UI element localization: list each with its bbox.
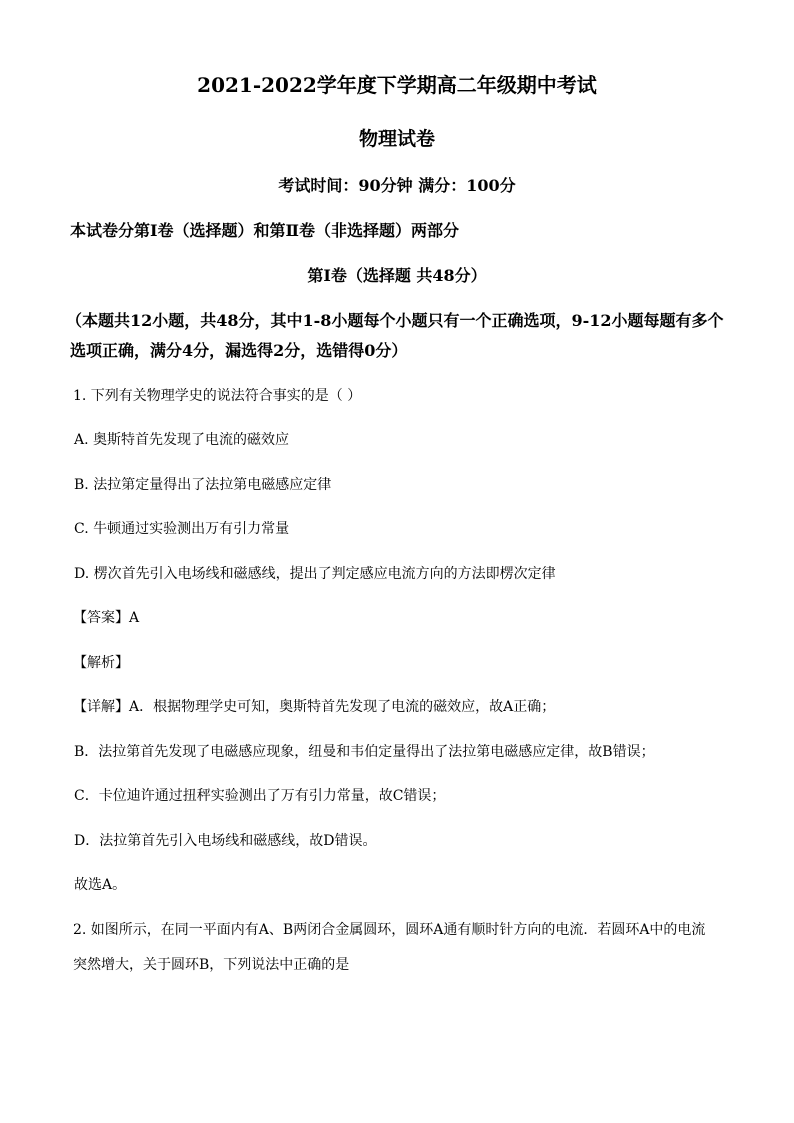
question-1-detail-2: B．法拉第首先发现了电磁感应现象，纽曼和韦伯定量得出了法拉第电磁感应定律，故B错误； (74, 744, 655, 760)
question-1-conclusion: 故选A。 (74, 877, 127, 893)
question-2-stem-line-2: 突然增大，关于圆环B，下列说法中正确的是 (73, 957, 350, 973)
question-1-stem: 1. 下列有关物理学史的说法符合事实的是（ ） (73, 388, 362, 404)
exam-title: 2021-2022学年度下学期高二年级期中考试 (197, 73, 597, 97)
question-1-detail-3: C．卡位迪许通过扭秤实验测出了万有引力常量，故C错误； (74, 788, 446, 804)
section-title: 第Ⅰ卷（选择题 共48分） (307, 266, 487, 285)
instructions-line-1: （本题共12小题，共48分，其中1-8小题每个小题只有一个正确选项，9-12小题每题有多个 (66, 311, 724, 330)
question-1-detail-1: 【详解】A．根据物理学史可知，奥斯特首先发现了电流的磁效应，故A正确； (73, 699, 556, 715)
question-1-answer: 【答案】A (73, 610, 140, 626)
question-1-detail-4: D．法拉第首先引入电场线和磁感线，故D错误。 (74, 833, 377, 849)
question-1-analysis-label: 【解析】 (73, 655, 129, 671)
question-1-option-a: A. 奥斯特首先发现了电流的磁效应 (74, 432, 290, 448)
question-1-option-c: C. 牛顿通过实验测出万有引力常量 (74, 521, 290, 537)
question-1-option-b: B. 法拉第定量得出了法拉第电磁感应定律 (74, 477, 332, 493)
subject-title: 物理试卷 (358, 128, 435, 150)
question-1-option-d: D. 楞次首先引入电场线和磁感线，提出了判定感应电流方向的方法即楞次定律 (74, 566, 556, 582)
exam-info: 考试时间：90分钟 满分：100分 (278, 176, 516, 195)
exam-intro: 本试卷分第Ⅰ卷（选择题）和第Ⅱ卷（非选择题）两部分 (70, 221, 459, 240)
instructions-line-2: 选项正确，满分4分，漏选得2分，选错得0分） (70, 341, 408, 360)
question-2-stem-line-1: 2. 如图所示，在同一平面内有A、B两闭合金属圆环，圆环A通有顺时针方向的电流．若圆环A中的电流 (73, 922, 706, 938)
